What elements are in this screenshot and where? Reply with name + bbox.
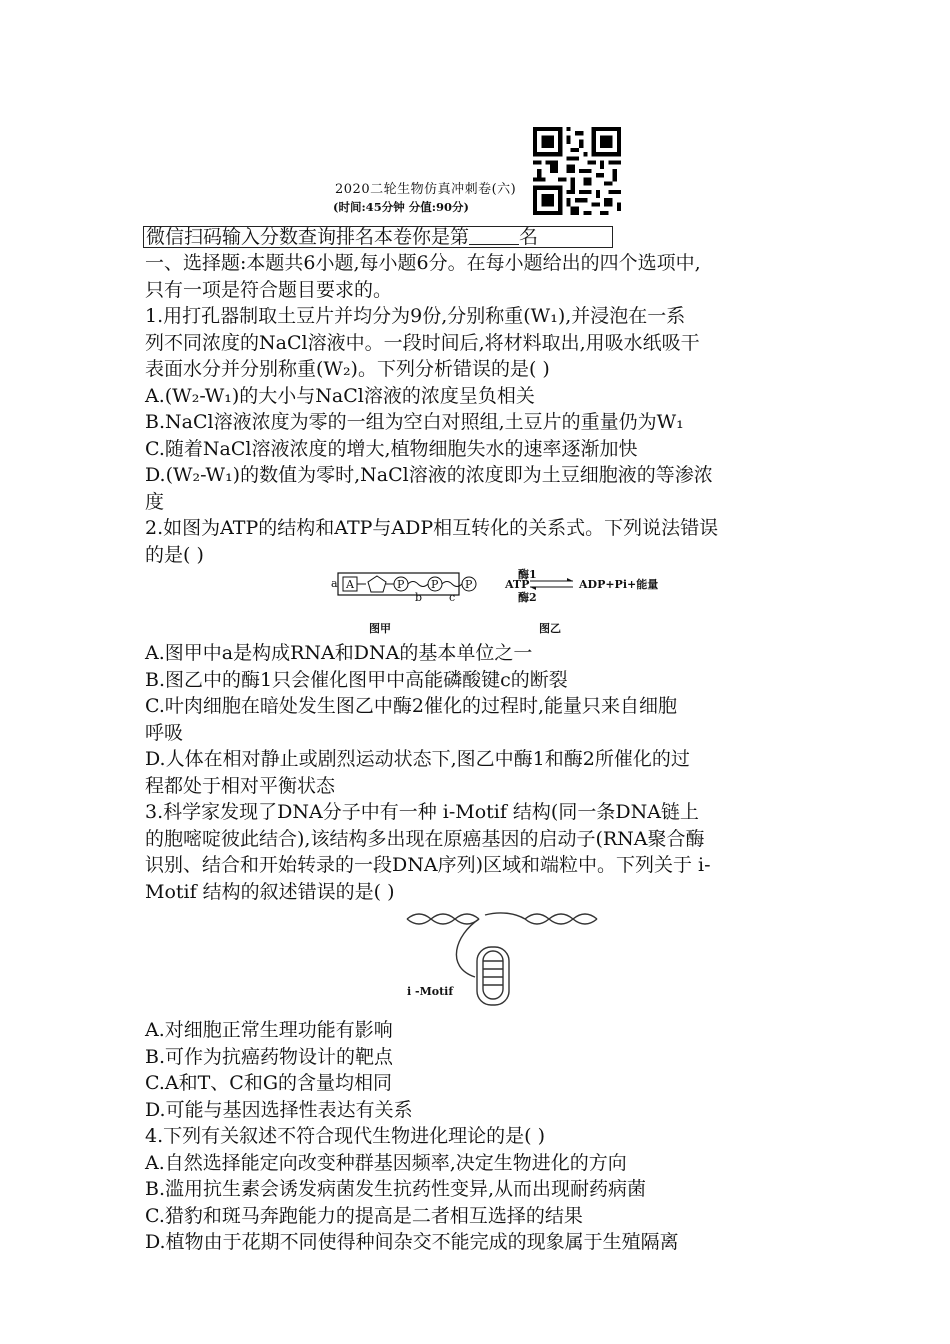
i-motif-knot: [477, 947, 509, 1005]
fig-label-c: c: [449, 591, 456, 604]
q1-option-d-cont: 度: [145, 490, 165, 513]
q1-stem-cont: 表面水分并分别称重(W₂)。下列分析错误的是( ): [145, 358, 550, 380]
caption-right: 图乙: [539, 622, 561, 635]
q3-option-d: D.可能与基因选择性表达有关系: [145, 1098, 413, 1121]
fig-label-A: A: [346, 578, 354, 591]
q3-stem: 3.科学家发现了DNA分子中有一种 i-Motif 结构(同一条DNA链上: [145, 801, 699, 823]
q1-stem-cont: 列不同浓度的NaCl溶液中。一段时间后,将材料取出,用吸水纸吸干: [145, 331, 700, 354]
q1-stem: 1.用打孔器制取土豆片并均分为9份,分别称重(W₁),并浸泡在一系: [145, 305, 686, 327]
q3-stem-cont: Motif 结构的叙述错误的是( ): [145, 880, 395, 903]
q3-option-c: C.A和T、C和G的含量均相同: [145, 1072, 393, 1094]
q4-option-a: A.自然选择能定向改变种群基因频率,决定生物进化的方向: [145, 1151, 627, 1174]
fig-label-b: b: [415, 591, 423, 604]
q2-option-a: A.图甲中a是构成RNA和DNA的基本单位之一: [145, 642, 533, 664]
fig-label-a: a: [331, 577, 338, 590]
atp-label: ATP: [505, 578, 530, 591]
rank-suffix: 名: [519, 226, 539, 248]
q2-option-c: C.叶肉细胞在暗处发生图乙中酶2催化的过程时,能量只来自细胞: [145, 695, 678, 717]
products-label: ADP+Pi+能量: [579, 578, 659, 591]
q1-option-b: B.NaCl溶液浓度为零的一组为空白对照组,土豆片的重量仍为W₁: [145, 411, 684, 433]
q1-option-d: D.(W₂-W₁)的数值为零时,NaCl溶液的浓度即为土豆细胞液的等渗浓: [145, 464, 713, 486]
exam-meta: (时间:45分钟 分值:90分): [333, 200, 469, 214]
section-heading: 一、选择题:本题共6小题,每小题6分。在每小题给出的四个选项中,: [145, 252, 701, 274]
rank-prefix: 微信扫码输入分数查询排名本卷你是第: [146, 226, 470, 248]
q2-option-c-cont: 呼吸: [145, 721, 184, 744]
q3-option-b: B.可作为抗癌药物设计的靶点: [145, 1045, 394, 1068]
q1-option-a: A.(W₂-W₁)的大小与NaCl溶液的浓度呈负相关: [145, 384, 535, 407]
q2-option-b: B.图乙中的酶1只会催化图甲中高能磷酸键c的断裂: [145, 668, 568, 691]
q4-option-b: B.滥用抗生素会诱发病菌发生抗药性变异,从而出现耐药病菌: [145, 1178, 647, 1200]
q4-stem: 4.下列有关叙述不符合现代生物进化理论的是( ): [145, 1125, 545, 1147]
q3-stem-cont: 的胞嘧啶彼此结合),该结构多出现在原癌基因的启动子(RNA聚合酶: [145, 827, 705, 850]
i-motif-figure: [145, 907, 815, 1015]
rank-blank: [469, 227, 519, 245]
rank-query-box[interactable]: [143, 226, 613, 248]
section-heading-cont: 只有一项是符合题目要求的。: [145, 278, 393, 301]
q2-stem: 2.如图为ATP的结构和ATP与ADP相互转化的关系式。下列说法错误: [145, 517, 719, 539]
exam-title: 2020二轮生物仿真冲刺卷(六): [335, 182, 517, 197]
caption-left: 图甲: [369, 622, 391, 635]
q2-stem-cont: 的是( ): [145, 543, 204, 566]
i-motif-label: i -Motif: [407, 985, 454, 998]
q4-option-c: C.猎豹和斑马奔跑能力的提高是二者相互选择的结果: [145, 1204, 583, 1227]
qr-code-icon[interactable]: [533, 127, 621, 215]
phosphate-label: P: [431, 578, 439, 591]
enzyme1-label: 酶1: [518, 568, 537, 581]
enzyme2-label: 酶2: [518, 591, 537, 604]
phosphate-label: P: [465, 578, 473, 591]
q1-option-c: C.随着NaCl溶液浓度的增大,植物细胞失水的速率逐渐加快: [145, 437, 638, 460]
dna-strand-right: [525, 914, 597, 924]
q4-option-d: D.植物由于花期不同使得种间杂交不能完成的现象属于生殖隔离: [145, 1231, 679, 1253]
atp-figure: [145, 568, 815, 640]
ribose-pentagon: [368, 576, 386, 592]
exam-content: [145, 250, 815, 1256]
phosphate-label: P: [397, 578, 405, 591]
q2-option-d: D.人体在相对静止或剧烈运动状态下,图乙中酶1和酶2所催化的过: [145, 748, 690, 770]
q3-option-a: A.对细胞正常生理功能有影响: [145, 1019, 393, 1041]
q2-option-d-cont: 程都处于相对平衡状态: [145, 774, 336, 797]
q3-stem-cont: 识别、结合和开始转录的一段DNA序列)区域和端粒中。下列关于 i-: [145, 854, 711, 876]
dna-strand-left: [407, 914, 479, 924]
